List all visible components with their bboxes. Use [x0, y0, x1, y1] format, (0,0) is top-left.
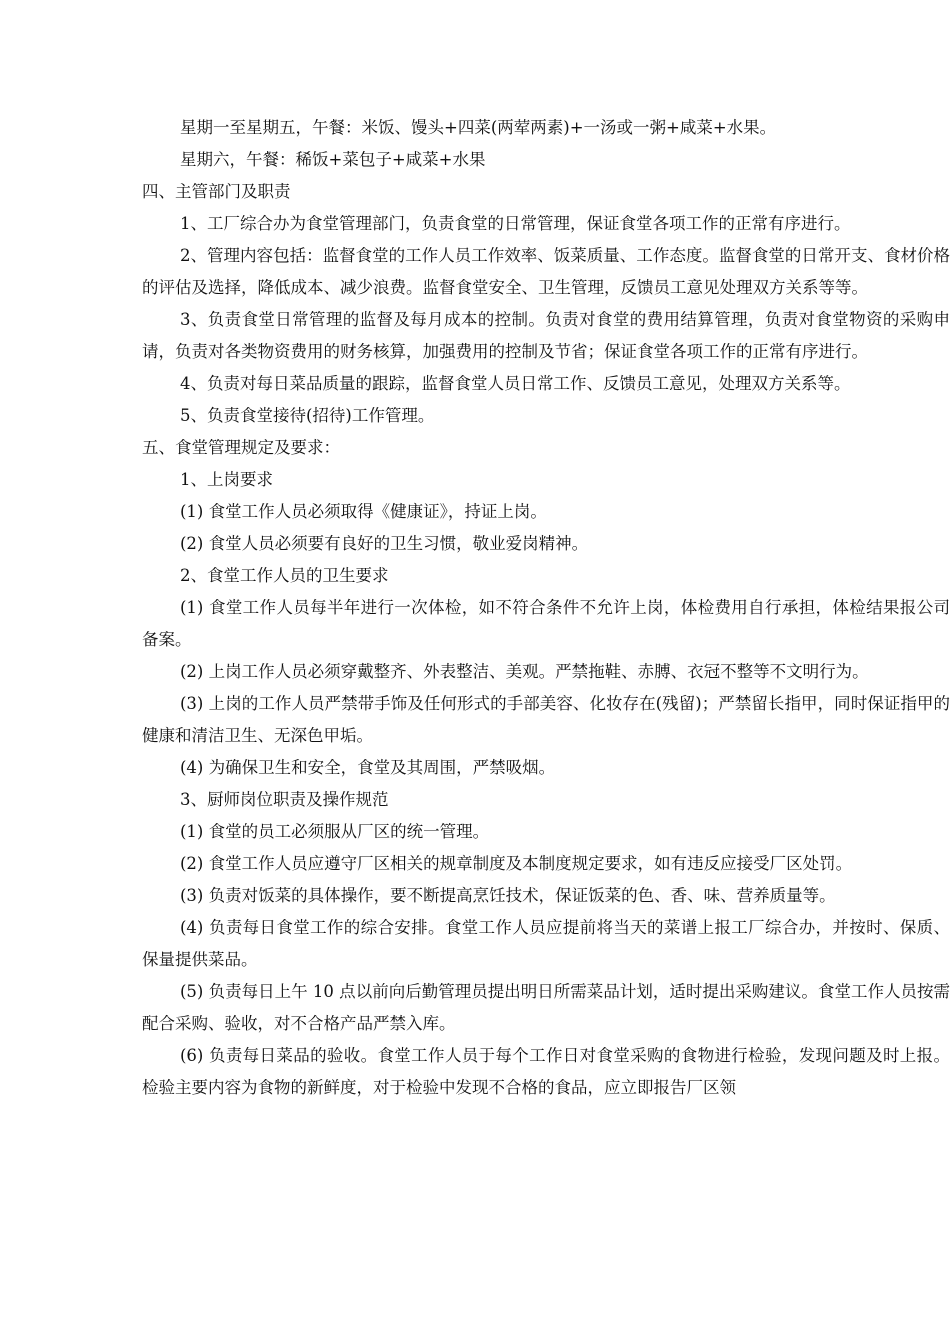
list-item-5-3-1: (1) 食堂的员工必须服从厂区的统一管理。 — [180, 822, 490, 841]
paragraph-lunch-saturday: 星期六，午餐：稀饭+菜包子+咸菜+水果 — [180, 150, 486, 169]
paragraph-lunch-weekday: 星期一至星期五，午餐：米饭、馒头+四菜(两荤两素)+一汤或一粥+咸菜+水果。 — [180, 118, 777, 137]
list-item-5-2-3: (3) 上岗的工作人员严禁带手饰及任何形式的手部美容、化妆存在(残留)；严禁留长指甲，同时保证指甲的健康和清洁卫生、无深色甲垢。 — [142, 694, 950, 745]
list-item-5-3-6: (6) 负责每日菜品的验收。食堂工作人员于每个工作日对食堂采购的食物进行检验，发现问题及时上报。检验主要内容为食物的新鲜度，对于检验中发现不合格的食品，应立即报告厂区领 — [142, 1046, 950, 1097]
list-item-5-1-1: (1) 食堂工作人员必须取得《健康证》，持证上岗。 — [180, 502, 547, 521]
section-heading-5: 五、食堂管理规定及要求： — [142, 438, 340, 457]
paragraph-4-5: 5、负责食堂接待(招待)工作管理。 — [180, 406, 435, 425]
paragraph-4-3: 3、负责食堂日常管理的监督及每月成本的控制。负责对食堂的费用结算管理，负责对食堂物资的采购申请，负责对各类物资费用的财务核算，加强费用的控制及节省；保证食堂各项工作的正常有序进行。 — [142, 310, 950, 361]
list-item-5-3-3: (3) 负责对饭菜的具体操作，要不断提高烹饪技术，保证饭菜的色、香、味、营养质量等。 — [180, 886, 836, 905]
subheading-5-3: 3、厨师岗位职责及操作规范 — [180, 790, 389, 809]
paragraph-4-4: 4、负责对每日菜品质量的跟踪，监督食堂人员日常工作、反馈员工意见，处理双方关系等。 — [180, 374, 851, 393]
list-item-5-2-1: (1) 食堂工作人员每半年进行一次体检，如不符合条件不允许上岗，体检费用自行承担，体检结果报公司备案。 — [142, 598, 950, 649]
document-body — [142, 112, 950, 1104]
paragraph-4-1: 1、工厂综合办为食堂管理部门，负责食堂的日常管理，保证食堂各项工作的正常有序进行。 — [180, 214, 851, 233]
list-item-5-2-2: (2) 上岗工作人员必须穿戴整齐、外表整洁、美观。严禁拖鞋、赤膊、衣冠不整等不文明行为。 — [180, 662, 869, 681]
paragraph-4-2: 2、管理内容包括：监督食堂的工作人员工作效率、饭菜质量、工作态度。监督食堂的日常开支、食材价格的评估及选择，降低成本、减少浪费。监督食堂安全、卫生管理，反馈员工意见处理双方关系等等。 — [142, 246, 950, 297]
subheading-5-1: 1、上岗要求 — [180, 470, 273, 489]
subheading-5-2: 2、食堂工作人员的卫生要求 — [180, 566, 389, 585]
list-item-5-3-2: (2) 食堂工作人员应遵守厂区相关的规章制度及本制度规定要求，如有违反应接受厂区处罚。 — [180, 854, 853, 873]
list-item-5-3-4: (4) 负责每日食堂工作的综合安排。食堂工作人员应提前将当天的菜谱上报工厂综合办，并按时、保质、保量提供菜品。 — [142, 918, 950, 969]
section-heading-4: 四、主管部门及职责 — [142, 182, 291, 201]
list-item-5-2-4: (4) 为确保卫生和安全，食堂及其周围，严禁吸烟。 — [180, 758, 556, 777]
list-item-5-1-2: (2) 食堂人员必须要有良好的卫生习惯，敬业爱岗精神。 — [180, 534, 589, 553]
list-item-5-3-5: (5) 负责每日上午 10 点以前向后勤管理员提出明日所需菜品计划，适时提出采购建议。食堂工作人员按需配合采购、验收，对不合格产品严禁入库。 — [142, 982, 950, 1033]
